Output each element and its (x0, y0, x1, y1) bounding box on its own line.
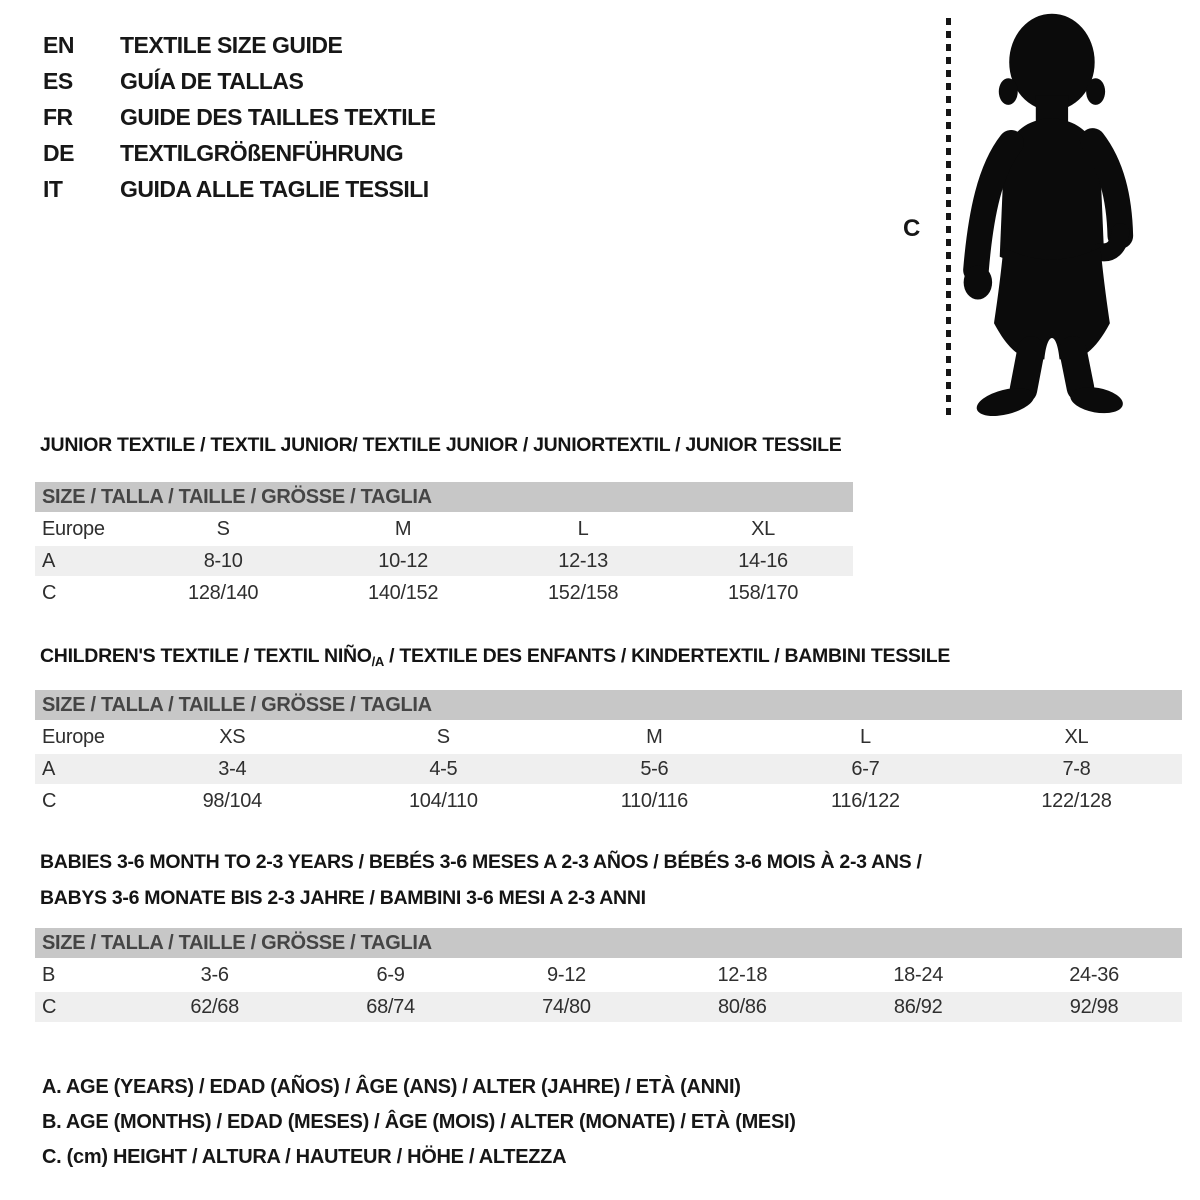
table-cell: 7-8 (1062, 758, 1091, 780)
row-label: Europe (42, 518, 105, 540)
row-label: Europe (42, 726, 105, 748)
table-cell: 116/122 (831, 790, 900, 812)
table-cell: 5-6 (640, 758, 669, 780)
table-row (35, 992, 1182, 1022)
legend-line: A. AGE (YEARS) / EDAD (AÑOS) / ÂGE (ANS) / ALTER (JAHRE) / ETÀ (ANNI) (42, 1076, 741, 1098)
table-row (35, 754, 1182, 784)
row-label: C (42, 996, 57, 1018)
table-title-line (40, 643, 950, 675)
table-title-text: JUNIOR TEXTILE / TEXTIL JUNIOR/ TEXTILE JUNIOR / JUNIORTEXTIL / JUNIOR TESSILE (40, 434, 842, 456)
table-cell: 140/152 (368, 582, 439, 604)
table-row (35, 514, 853, 544)
table-cell: M (646, 726, 663, 748)
table-cell: 80/86 (718, 996, 767, 1018)
table-title-line (40, 880, 922, 916)
legend (42, 1070, 796, 1175)
height-measure-label-c: C (903, 215, 921, 242)
table-cell: 3-4 (218, 758, 247, 780)
table-cell: 104/110 (408, 790, 478, 812)
table-cell: 110/116 (620, 790, 688, 812)
table-cell: S (436, 726, 450, 748)
table-row (35, 960, 1182, 990)
language-code: FR (43, 104, 73, 130)
table-cell: L (860, 726, 871, 748)
junior-size-table (35, 482, 853, 608)
row-label: C (42, 582, 57, 604)
table-cell: XS (219, 726, 246, 748)
size-header-band: SIZE / TALLA / TAILLE / GRÖSSE / TAGLIA (35, 928, 1182, 958)
language-code: DE (43, 140, 74, 166)
table-cell: 86/92 (893, 996, 943, 1018)
language-list (43, 27, 436, 207)
height-measure-dashed-line (946, 18, 951, 420)
table-cell: S (216, 518, 230, 540)
table-cell: 10-12 (378, 550, 428, 572)
legend-line: C. (cm) HEIGHT / ALTURA / HAUTEUR / HÖHE / ALTEZZA (42, 1146, 567, 1168)
table-cell: L (577, 518, 589, 540)
table-cell: 8-10 (203, 550, 243, 572)
table-title-text: / TEXTILE DES ENFANTS / KINDERTEXTIL / BAMBINI TESSILE (384, 645, 951, 667)
language-code: EN (43, 32, 74, 58)
toddler-silhouette-icon (956, 8, 1146, 422)
row-label: B (42, 964, 56, 986)
table-title-text: CHILDREN'S TEXTILE / TEXTIL NIÑO (40, 645, 372, 667)
table-title-text: BABYS 3-6 MONATE BIS 2-3 JAHRE / BAMBINI 3-6 MESI A 2-3 ANNI (40, 887, 646, 909)
babies-size-table (35, 928, 1182, 1022)
table-cell: M (394, 518, 412, 540)
table-cell: 9-12 (547, 964, 586, 986)
table-row (35, 786, 1182, 816)
table-cell: 74/80 (542, 996, 591, 1018)
language-label: TEXTILE SIZE GUIDE (120, 32, 343, 58)
table-cell: 128/140 (188, 582, 259, 604)
table-row (35, 546, 853, 576)
table-cell: 158/170 (727, 582, 799, 604)
table-cell: 12-13 (558, 550, 608, 572)
table-cell: 122/128 (1041, 790, 1112, 812)
table-row (35, 578, 853, 608)
table-title-line (40, 432, 842, 458)
legend-line: B. AGE (MONTHS) / EDAD (MESES) / ÂGE (MOIS) / ALTER (MONATE) / ETÀ (MESI) (42, 1111, 796, 1133)
row-label: A (42, 550, 56, 572)
language-row (43, 171, 436, 207)
table-cell: 98/104 (202, 790, 262, 812)
children-table-title (40, 643, 950, 675)
language-code: IT (43, 176, 63, 202)
size-header-band: SIZE / TALLA / TAILLE / GRÖSSE / TAGLIA (35, 482, 853, 512)
language-label: GUÍA DE TALLAS (120, 68, 304, 94)
babies-table-title (40, 844, 922, 916)
language-row (43, 99, 436, 135)
children-size-table (35, 690, 1182, 816)
row-label: C (42, 790, 57, 812)
size-header-band: SIZE / TALLA / TAILLE / GRÖSSE / TAGLIA (35, 690, 1182, 720)
table-cell: 6-9 (376, 964, 405, 986)
language-row (43, 63, 436, 99)
table-cell: 3-6 (200, 964, 229, 986)
table-cell: 6-7 (851, 758, 880, 780)
table-cell: XL (1064, 726, 1089, 748)
language-label: GUIDE DES TAILLES TEXTILE (120, 104, 436, 130)
table-title-text: BABIES 3-6 MONTH TO 2-3 YEARS / BEBÉS 3-6 MESES A 2-3 AÑOS / BÉBÉS 3-6 MOIS À 2-3 ANS / (40, 851, 922, 873)
language-label: TEXTILGRÖßENFÜHRUNG (120, 140, 404, 166)
table-cell: XL (751, 518, 775, 540)
table-cell: 14-16 (738, 550, 788, 572)
table-cell: 62/68 (190, 996, 239, 1018)
table-cell: 24-36 (1069, 964, 1119, 986)
table-cell: 18-24 (893, 964, 944, 986)
language-row (43, 27, 436, 63)
table-row (35, 722, 1182, 752)
table-title-line (40, 844, 922, 880)
language-code: ES (43, 68, 73, 94)
table-cell: 4-5 (429, 758, 458, 780)
table-cell: 92/98 (1069, 996, 1119, 1018)
language-row (43, 135, 436, 171)
table-cell: 152/158 (547, 582, 619, 604)
table-title-text: /A (371, 654, 385, 669)
language-label: GUIDA ALLE TAGLIE TESSILI (120, 176, 429, 202)
table-cell: 12-18 (717, 964, 768, 986)
table-cell: 68/74 (366, 996, 415, 1018)
row-label: A (42, 758, 56, 780)
junior-table-title (40, 432, 842, 458)
